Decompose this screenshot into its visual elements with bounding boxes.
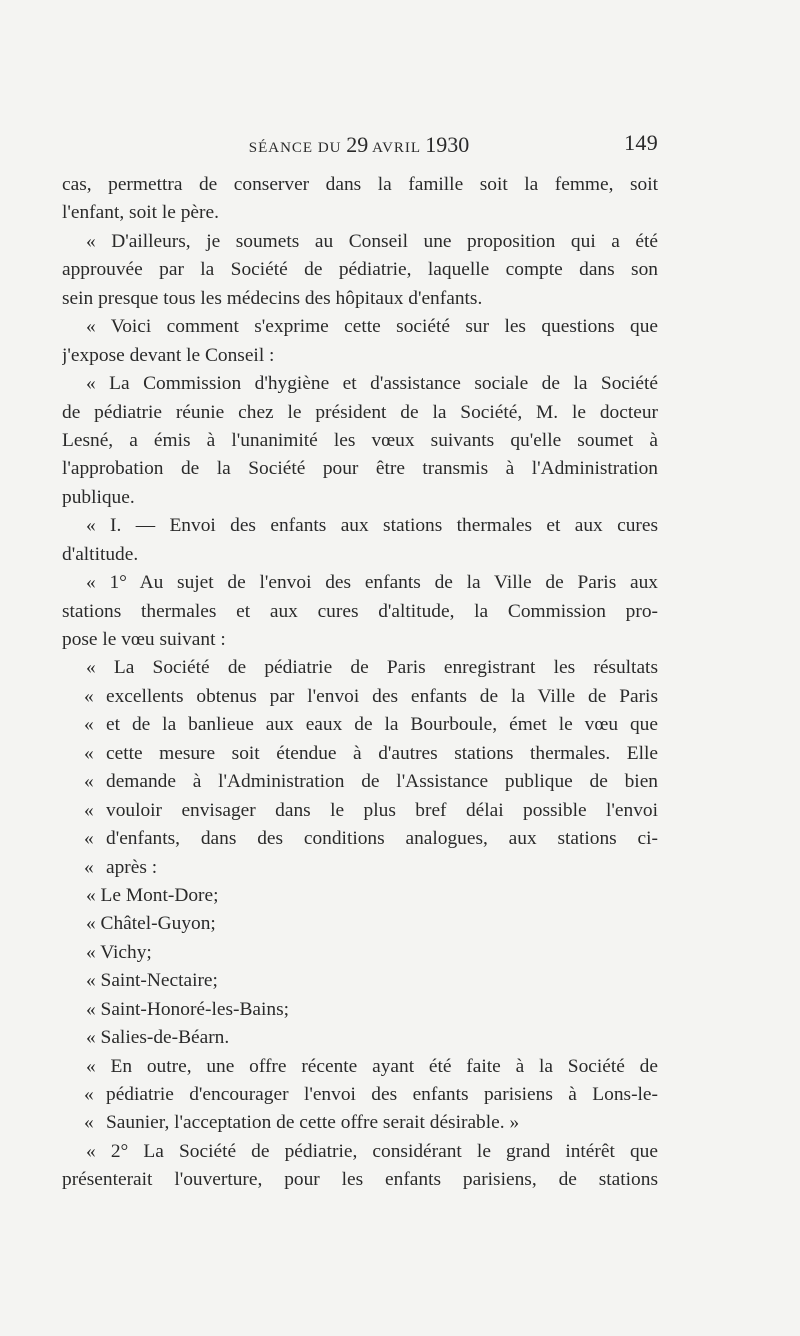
text-line: « 1° Au sujet de l'envoi des enfants de la Ville de Paris aux xyxy=(86,572,658,594)
line-text: demande à l'Administration de l'Assistance publique de bien xyxy=(106,771,658,793)
line-text: Saunier, l'acceptation de cette offre serait désirable. » xyxy=(106,1112,520,1134)
text-line: cas, permettra de conserver dans la famille soit la femme, soit xyxy=(62,174,658,195)
text-line xyxy=(62,768,658,796)
header-year: 1930 xyxy=(425,132,470,157)
text-line: Lesné, a émis à l'unanimité les vœux suivants qu'elle soumet à xyxy=(62,429,658,451)
text-line xyxy=(62,797,658,825)
line-text: après : xyxy=(106,856,158,878)
quote-mark: « xyxy=(84,856,94,878)
text-line: l'enfant, soit le père. xyxy=(62,202,219,224)
quote-mark: « xyxy=(84,1112,94,1134)
quote-mark: « xyxy=(84,742,94,764)
text-line xyxy=(62,711,658,739)
text-line: j'expose devant le Conseil : xyxy=(62,344,275,366)
text-line: présenterait l'ouverture, pour les enfants parisiens, de stations xyxy=(62,1169,658,1191)
text-line: « La Société de pédiatrie de Paris enregistrant les résultats xyxy=(86,657,658,679)
header-month: AVRIL xyxy=(368,140,426,156)
quote-mark: « xyxy=(84,685,94,707)
text-line: « Saint-Nectaire; xyxy=(86,970,218,992)
line-text: cette mesure soit étendue à d'autres stations thermales. Elle xyxy=(106,742,658,764)
text-line: l'approbation de la Société pour être transmis à l'Administration xyxy=(62,458,658,480)
text-line: « Châtel-Guyon; xyxy=(86,913,216,935)
header-prefix: SÉANCE DU xyxy=(248,140,347,156)
quote-mark: « xyxy=(84,771,94,793)
text-line xyxy=(62,854,658,882)
text-line: sein presque tous les médecins des hôpitaux d'enfants. xyxy=(62,287,483,309)
text-line: « Le Mont-Dore; xyxy=(86,884,219,906)
quote-mark: « xyxy=(84,799,94,821)
text-line: « 2° La Société de pédiatrie, considérant le grand intérêt que xyxy=(86,1140,658,1162)
text-line: « I. — Envoi des enfants aux stations thermales et aux cures xyxy=(86,515,658,537)
text-line: « Vichy; xyxy=(86,941,152,963)
text-line: approuvée par la Société de pédiatrie, laquelle compte dans son xyxy=(62,259,658,281)
text-line: « Salies-de-Béarn. xyxy=(86,1027,230,1049)
quote-mark: « xyxy=(84,1084,94,1105)
line-text: et de la banlieue aux eaux de la Bourboule, émet le vœu que xyxy=(106,714,658,736)
text-line: publique. xyxy=(62,486,135,508)
text-line xyxy=(62,683,658,711)
text-line: « Saint-Honoré-les-Bains; xyxy=(86,998,290,1020)
line-text: vouloir envisager dans le plus bref délai possible l'envoi xyxy=(106,799,658,821)
line-text: d'enfants, dans des conditions analogues, aux stations ci- xyxy=(106,828,658,850)
body-text xyxy=(62,171,658,1195)
line-text: excellents obtenus par l'envoi des enfants de la Ville de Paris xyxy=(106,685,658,707)
text-line: « Voici comment s'exprime cette société sur les questions que xyxy=(86,316,658,338)
page-number: 149 xyxy=(624,130,658,155)
line-text: pédiatrie d'encourager l'envoi des enfants parisiens à Lons-le- xyxy=(106,1084,658,1105)
quote-mark: « xyxy=(84,714,94,736)
text-line: de pédiatrie réunie chez le président de la Société, M. le docteur xyxy=(62,401,658,423)
text-line: pose le vœu suivant : xyxy=(62,629,226,650)
text-line xyxy=(62,1081,658,1109)
header-day: 29 xyxy=(346,132,369,157)
text-line xyxy=(62,1109,658,1137)
running-header xyxy=(60,128,658,164)
quote-mark: « xyxy=(84,828,94,850)
text-line xyxy=(62,740,658,768)
text-line: stations thermales et aux cures d'altitude, la Commission pro- xyxy=(62,600,658,622)
text-line xyxy=(62,825,658,853)
header-title xyxy=(60,132,658,158)
text-line: « En outre, une offre récente ayant été faite à la Société de xyxy=(86,1055,658,1077)
text-line: « D'ailleurs, je soumets au Conseil une proposition qui a été xyxy=(86,230,658,252)
text-line: d'altitude. xyxy=(62,543,139,565)
text-line: « La Commission d'hygiène et d'assistance sociale de la Société xyxy=(86,373,658,395)
